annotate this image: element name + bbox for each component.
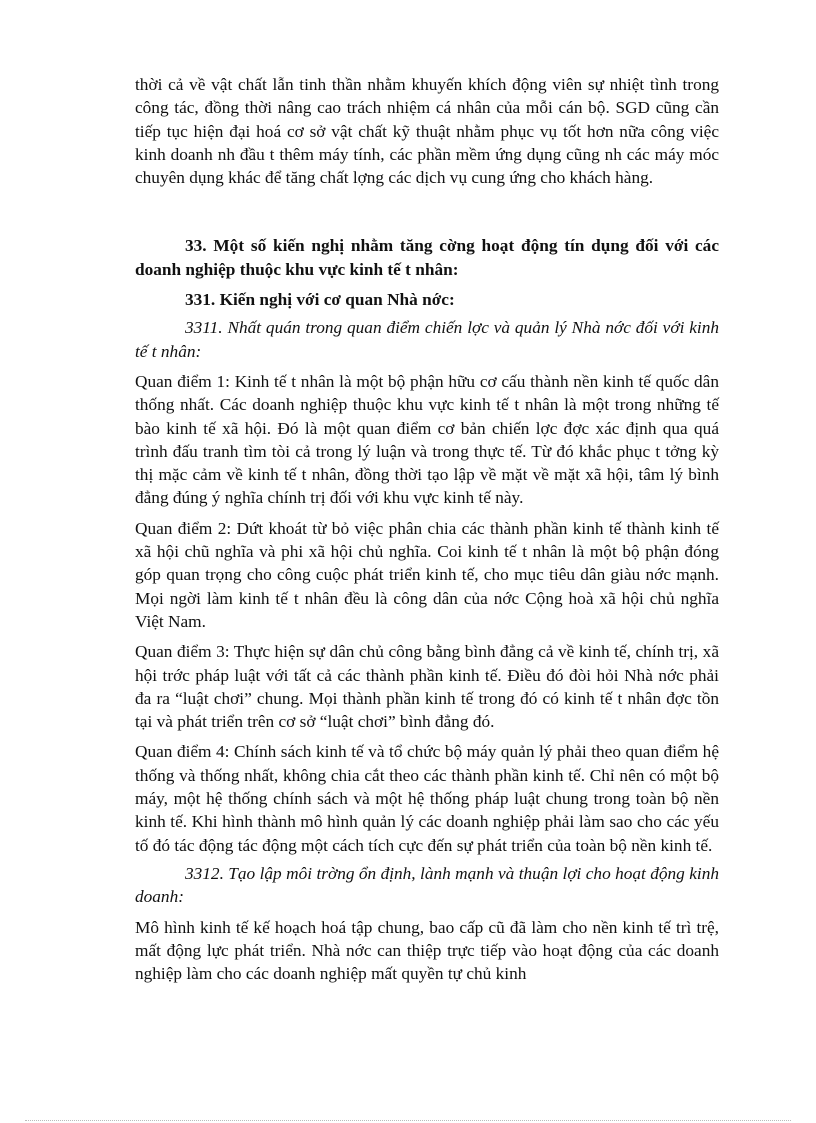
subsubsection-heading-3311: 3311. Nhất quán trong quan điểm chiến lợc và quản lý Nhà nớc đối với kinh tế t nhân: [135,318,719,361]
subsubsection-heading-3312: 3312. Tạo lập môi trờng ổn định, lành mạnh và thuận lợi cho hoạt động kinh doanh: [135,863,719,907]
body-paragraph: Mô hình kinh tế kế hoạch hoá tập chung, bao cấp cũ đã làm cho nền kinh tế trì trệ, mất động lực phát triển. Nhà nớc can thiệp trực tiếp vào hoạt động của các doanh nghiệp làm cho các doanh nghiệp mất quyền tự chủ kinh [135,917,719,984]
body-paragraph: Quan điểm 4: Chính sách kinh tế và tổ chức bộ máy quản lý phải theo quan điểm hệ thống và thống nhất, không chia cắt theo các thành phần kinh tế. Chỉ nên có một bộ máy, một hệ thống chính sách và một hệ thống pháp luật chung trong toàn bộ nền kinh tế. Khi hình thành mô hình quản lý các doanh nghiệp phải làm sao cho các yếu tố đó tác động tác động một cách tích cực đến sự phát triển của toàn bộ nền kinh tế. [135,742,719,855]
page-bottom-divider [25,1120,791,1121]
subsection-heading-331: 331. Kiến nghị với cơ quan Nhà nớc: [185,290,455,310]
section-heading-33: 33. Một số kiến nghị nhằm tăng cờng hoạt động tín dụng đối với các doanh nghiệp thuộc khu vực kinh tế t nhân: [135,236,719,279]
document-page [135,73,719,985]
body-paragraph: thời cả về vật chất lẫn tinh thần nhằm khuyến khích động viên sự nhiệt tình trong công tác, đồng thời nâng cao trách nhiệm cá nhân của mỗi cán bộ. SGD cũng cần tiếp tục hiện đại hoá cơ sở vật chất kỹ thuật nhằm phục vụ tốt hơn nữa công việc kinh doanh nh đầu t thêm máy tính, các phần mềm ứng dụng cũng nh các máy móc chuyên dụng khác để tăng chất lợng các dịch vụ cung ứng cho khách hàng. [135,75,719,188]
body-paragraph: Quan điểm 3: Thực hiện sự dân chủ công bằng bình đẳng cả về kinh tế, chính trị, xã hội trớc pháp luật với tất cả các thành phần kinh tế. Điều đó đòi hỏi Nhà nớc phải đa ra “luật chơi” chung. Mọi thành phần kinh tế trong đó có kinh tế t nhân đợc tồn tại và phát triển trên cơ sở “luật chơi” bình đẳng đó. [135,642,719,732]
body-paragraph: Quan điểm 1: Kinh tế t nhân là một bộ phận hữu cơ cấu thành nền kinh tế quốc dân thống nhất. Các doanh nghiệp thuộc khu vực kinh tế t nhân là một trong những tế bào kinh tế xã hội. Đó là một quan điểm cơ bản chiến lợc đợc xác định qua quá trình đấu tranh tìm tòi cả trong lý luận và trong thực tế. Từ đó khắc phục t tởng kỳ thị mặc cảm về kinh tế t nhân, đồng thời tạo lập về mặt về mặt xã hội, tâm lý bình đẳng đúng ý nghĩa chính trị đối với khu vực kinh tế này. [135,371,719,508]
body-paragraph: Quan điểm 2: Dứt khoát từ bỏ việc phân chia các thành phần kinh tế thành kinh tế xã hội chũ nghĩa và phi xã hội chủ nghĩa. Coi kinh tế t nhân là một bộ phận đóng góp quan trọng cho công cuộc phát triển kinh tế, cho mục tiêu dân giàu nớc mạnh. Mọi ngời làm kinh tế t nhân đều là công dân của nớc Cộng hoà xã hội chủ nghĩa Việt Nam. [135,518,719,631]
